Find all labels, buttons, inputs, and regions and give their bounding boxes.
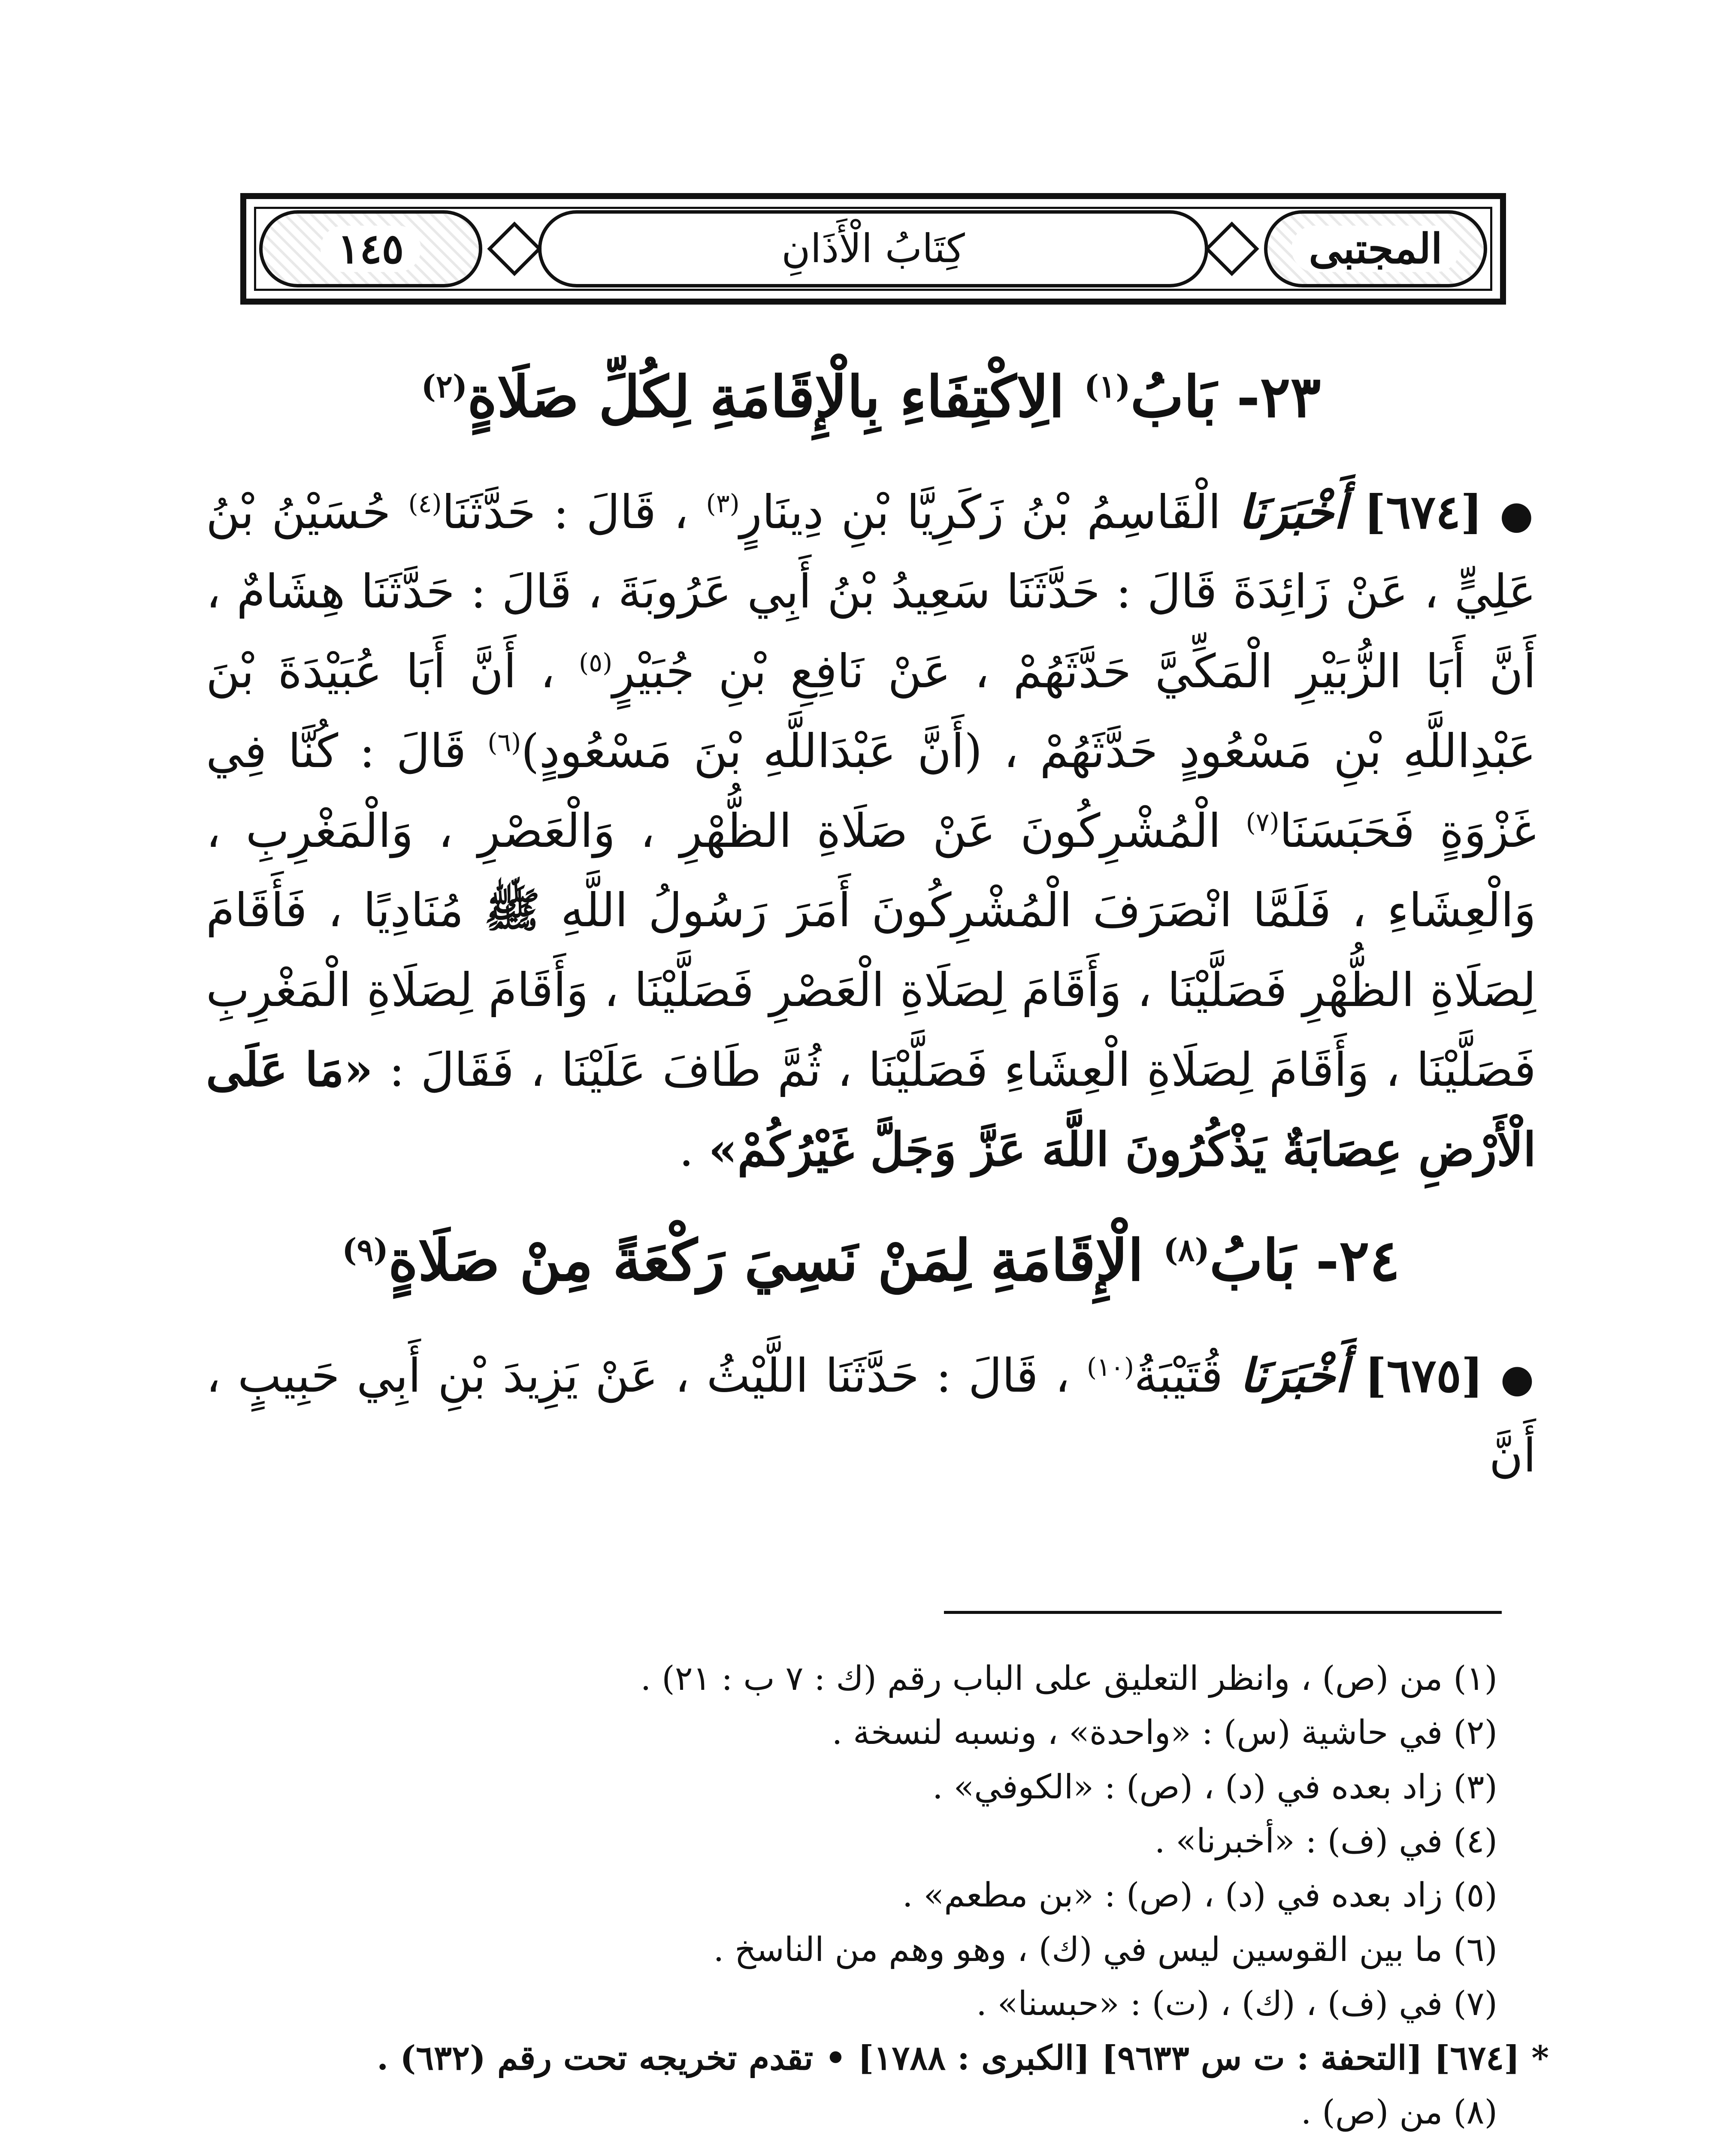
footnote-ref: (١) — [1084, 369, 1131, 405]
hadith-quote: «مَا عَلَى الْأَرْضِ عِصَابَةٌ يَذْكُرُونَ اللَّهَ عَزَّ وَجَلَّ غَيْرُكُمْ» — [206, 1042, 1536, 1177]
book-title: كِتَابُ الْأَذَانِ — [781, 226, 965, 272]
footnote-ref: (٧) — [1246, 807, 1279, 837]
hadith-number: [٦٧٥] — [1364, 1348, 1483, 1403]
hadith-end: . — [679, 1123, 694, 1177]
hadith-text: ، قَالَ : حَدَّثَنَا اللَّيْثُ ، عَنْ يَزِيدَ بْنِ أَبِي حَبِيبٍ ، أَنَّ — [206, 1349, 1536, 1483]
footnote-1: (١) من (ص) ، وانظر التعليق على الباب رقم (ك : ٧ ب : ٢١) . — [640, 1659, 1497, 1698]
chapter-title: الِاكْتِفَاءِ بِالْإِقَامَةِ لِكُلِّ صَلَاةٍ — [467, 364, 1065, 430]
ornament-knot-right — [1204, 221, 1259, 276]
footnote-4: (٤) في (ف) : «أخبرنا» . — [1154, 1822, 1497, 1861]
footnote-8: (٨) من (ص) . — [1300, 2093, 1497, 2132]
footnote-3: (٣) زاد بعده في (د) ، (ص) : «الكوفي» . — [932, 1767, 1497, 1807]
hadith-text: الْمُشْرِكُونَ عَنْ صَلَاةِ الظُّهْرِ ، وَالْعَصْرِ ، وَالْمَغْرِبِ ، وَالْعِشَاءِ ، فَلَمَّا انْصَرَفَ الْمُشْرِكُونَ أَمَرَ رَسُولُ اللَّهِ — [206, 804, 1536, 938]
main-text — [206, 352, 1536, 1495]
bullet-icon: ● — [1500, 1356, 1536, 1401]
footnote-7: (٧) في (ف) ، (ك) ، (ت) : «حبسنا» . — [976, 1985, 1497, 2024]
footnote-ref: (٥) — [579, 648, 613, 678]
hadith-text: حُسَيْنُ بْنُ عَلِيٍّ ، عَنْ زَائِدَةَ قَالَ : حَدَّثَنَا سَعِيدُ بْنُ أَبِي عَرُوبَةَ ، قَالَ : حَدَّثَنَا هِشَامٌ ، أَنَّ أَبَا الزُّبَيْرِ الْمَكِّيَّ حَدَّثَهُمْ ، عَنْ نَافِعِ بْنِ جُبَيْرٍ — [206, 485, 1536, 699]
footnote-ref: (٩) — [342, 1232, 388, 1269]
page-number-box — [259, 210, 482, 287]
hadith-text: ، قَالَ : حَدَّثَنَا — [442, 485, 689, 539]
chapter-prefix: بَابُ — [1130, 364, 1217, 430]
footnote-ref: (٤) — [408, 489, 442, 519]
series-title: المجتبى — [1291, 226, 1459, 272]
hadith-number: [٦٧٤] — [1364, 485, 1483, 539]
footnote-divider — [944, 1611, 1502, 1614]
page-header — [240, 193, 1506, 305]
chapter-title: الْإِقَامَةِ لِمَنْ نَسِيَ رَكْعَةً مِنْ صَلَاةٍ — [388, 1227, 1144, 1294]
footnote-ref: (٦) — [487, 728, 521, 758]
hadith-675 — [206, 1336, 1536, 1496]
hadith-text: قُتَيْبَةُ — [1134, 1349, 1223, 1403]
chapter-heading-23 — [206, 360, 1536, 434]
hadith-lead-word: أَخْبَرَنَا — [1238, 485, 1347, 539]
salawat-glyph: ﷺ — [484, 883, 540, 938]
bullet-icon: ● — [1500, 492, 1536, 538]
chapter-prefix: بَابُ — [1209, 1227, 1296, 1294]
footnote-9 — [206, 2139, 1549, 2145]
hadith-text: مُنَادِيًا ، فَأَقَامَ لِصَلَاةِ الظُّهْرِ فَصَلَّيْنَا ، وَأَقَامَ لِصَلَاةِ الْعَصْرِ فَصَلَّيْنَا ، وَأَقَامَ لِصَلَاةِ الْمَغْرِبِ فَصَلَّيْنَا ، وَأَقَامَ لِصَلَاةِ الْعِشَاءِ فَصَلَّيْنَا ، ثُمَّ طَافَ عَلَيْنَا ، فَقَالَ : — [206, 884, 1536, 1097]
footnote-6: (٦) ما بين القوسين ليس في (ك) ، وهو وهم من الناسخ . — [713, 1930, 1497, 1969]
chapter-heading-24 — [206, 1224, 1536, 1298]
footnote-ref: (٨) — [1163, 1232, 1210, 1269]
chapter-number: ٢٤- — [1316, 1227, 1400, 1294]
page-number: ١٤٥ — [321, 226, 421, 272]
footnote-ref: (٢) — [421, 369, 468, 405]
hadith-text: الْقَاسِمُ بْنُ زَكَرِيَّا بْنِ دِينَارٍ — [739, 485, 1221, 539]
footnote-ref: (٣) — [706, 489, 740, 519]
takhrij-note: * [٦٧٤] [التحفة : ت س ٩٦٣٣] [الكبرى : ١٧٨٨] • تقدم تخريجه تحت رقم (٦٣٢) . — [377, 2038, 1549, 2078]
footnote-2: (٢) في حاشية (س) : «واحدة» ، ونسبه لنسخة . — [832, 1713, 1497, 1752]
hadith-lead-word: أَخْبَرَنَا — [1240, 1348, 1348, 1403]
hadith-674 — [206, 473, 1536, 1190]
hadith-text: قَالَ : كُنَّا فِي غَزْوَةٍ فَحَبَسَنَا — [206, 724, 1536, 858]
footnote-ref: (١٠) — [1086, 1352, 1134, 1382]
chapter-number: ٢٣- — [1236, 364, 1321, 430]
ornament-knot-left — [487, 221, 541, 276]
footnote-5: (٥) زاد بعده في (د) ، (ص) : «بن مطعم» . — [902, 1876, 1497, 1915]
series-logo-box — [1264, 210, 1487, 287]
book-title-box — [538, 210, 1208, 287]
hadith-text: ، أَنَّ أَبَا عُبَيْدَةَ بْنَ عَبْدِاللَّهِ بْنِ مَسْعُودٍ حَدَّثَهُمْ ، (أَنَّ عَبْدَاللَّهِ بْنَ مَسْعُودٍ) — [206, 645, 1536, 778]
footnotes — [206, 1652, 1549, 2145]
